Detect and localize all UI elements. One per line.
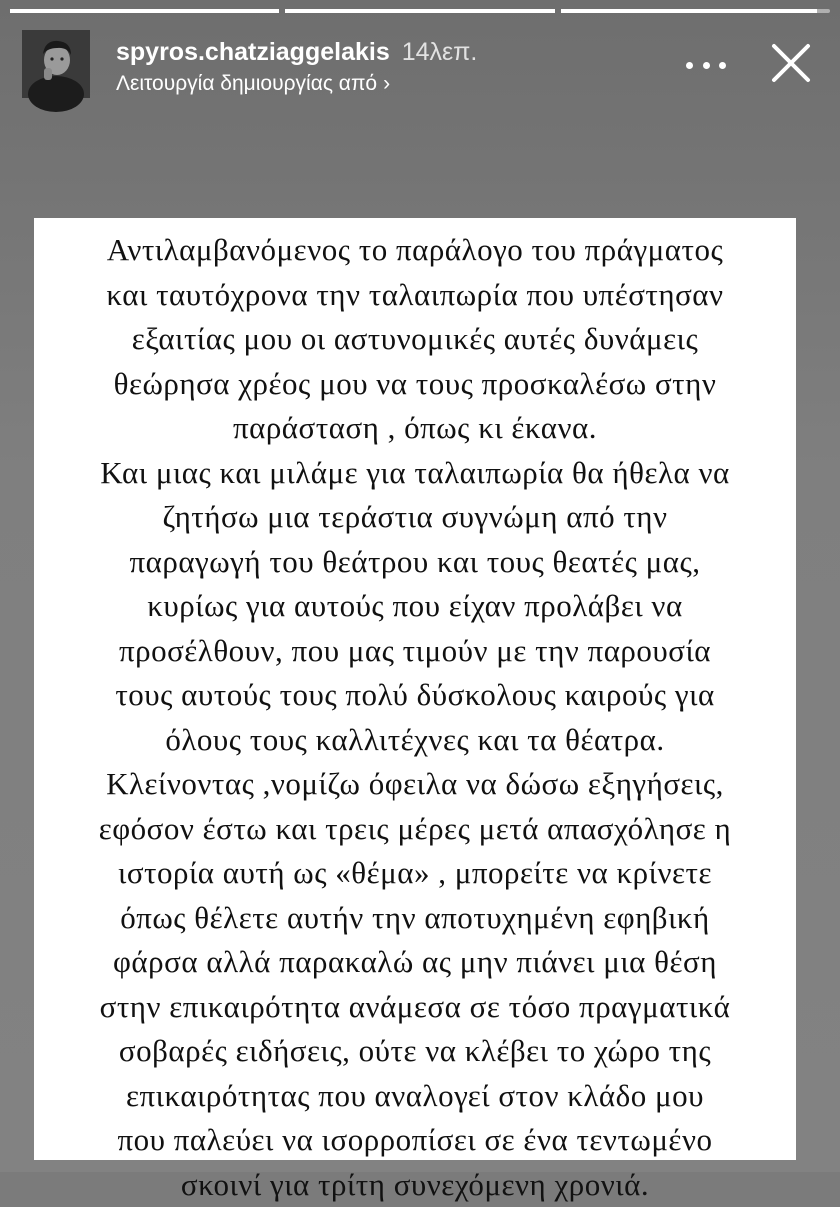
text-line: επικαιρότητας που αναλογεί στον κλάδο μου (42, 1074, 788, 1119)
username[interactable]: spyros.chatziaggelakis (116, 38, 390, 66)
text-line: εφόσον έστω και τρεις μέρες μετά απασχόλησε η (42, 807, 788, 852)
more-horizontal-icon (719, 62, 726, 69)
close-button[interactable] (766, 38, 816, 88)
text-line: και ταυτόχρονα την ταλαιπωρία που υπέστησαν (42, 273, 788, 318)
text-line: παραγωγή του θεάτρου και τους θεατές μας, (42, 540, 788, 585)
text-line: σοβαρές ειδήσεις, ούτε να κλέβει το χώρο της (42, 1029, 788, 1074)
text-line: κυρίως για αυτούς που είχαν προλάβει να (42, 584, 788, 629)
text-line: ζητήσω μια τεράστια συγνώμη από την (42, 495, 788, 540)
story-progress-bar (10, 9, 830, 13)
more-options-button[interactable] (686, 50, 726, 80)
text-line: ιστορία αυτή ως «θέμα» , μπορείτε να κρίνετε (42, 851, 788, 896)
text-line: Κλείνοντας ,νομίζω όφειλα να δώσω εξηγήσεις, (42, 762, 788, 807)
progress-segment (10, 9, 279, 13)
more-horizontal-icon (703, 62, 710, 69)
progress-segment (561, 9, 830, 13)
story-text-card (34, 218, 796, 1160)
progress-segment (285, 9, 554, 13)
progress-segment-fill (561, 9, 817, 13)
text-line: Και μιας και μιλάμε για ταλαιπωρία θα ήθελα να (42, 451, 788, 496)
text-line: εξαιτίας μου οι αστυνομικές αυτές δυνάμεις (42, 317, 788, 362)
text-line: θεώρησα χρέος μου να τους προσκαλέσω στην (42, 362, 788, 407)
text-line: φάρσα αλλά παρακαλώ ας μην πιάνει μια θέση (42, 940, 788, 985)
post-time: 14λεπ. (402, 38, 478, 66)
text-line: παράσταση , όπως κι έκανα. (42, 406, 788, 451)
profile-photo-icon (22, 30, 90, 98)
text-line: όλους τους καλλιτέχνες και τα θέατρα. (42, 718, 788, 763)
text-line: τους αυτούς τους πολύ δύσκολους καιρούς για (42, 673, 788, 718)
chevron-right-icon: › (383, 72, 390, 95)
text-line: όπως θέλετε αυτήν την αποτυχημένη εφηβική (42, 896, 788, 941)
more-horizontal-icon (686, 62, 693, 69)
close-icon (766, 38, 816, 88)
text-line: Αντιλαμβανόμενος το παράλογο του πράγματος (42, 228, 788, 273)
create-mode-link[interactable] (116, 72, 390, 96)
avatar[interactable] (22, 30, 90, 98)
story-user-info (116, 38, 477, 67)
create-mode-label: Λειτουργία δημιουργίας από (116, 72, 377, 95)
text-line: στην επικαιρότητα ανάμεσα σε τόσο πραγματικά (42, 985, 788, 1030)
text-line: που παλεύει να ισορροπίσει σε ένα τεντωμένο (42, 1118, 788, 1163)
story-header (22, 30, 820, 102)
progress-segment-fill (285, 9, 554, 13)
progress-segment-fill (10, 9, 279, 13)
text-line: σκοινί για τρίτη συνεχόμενη χρονιά. (42, 1163, 788, 1207)
text-line: προσέλθουν, που μας τιμούν με την παρουσία (42, 629, 788, 674)
